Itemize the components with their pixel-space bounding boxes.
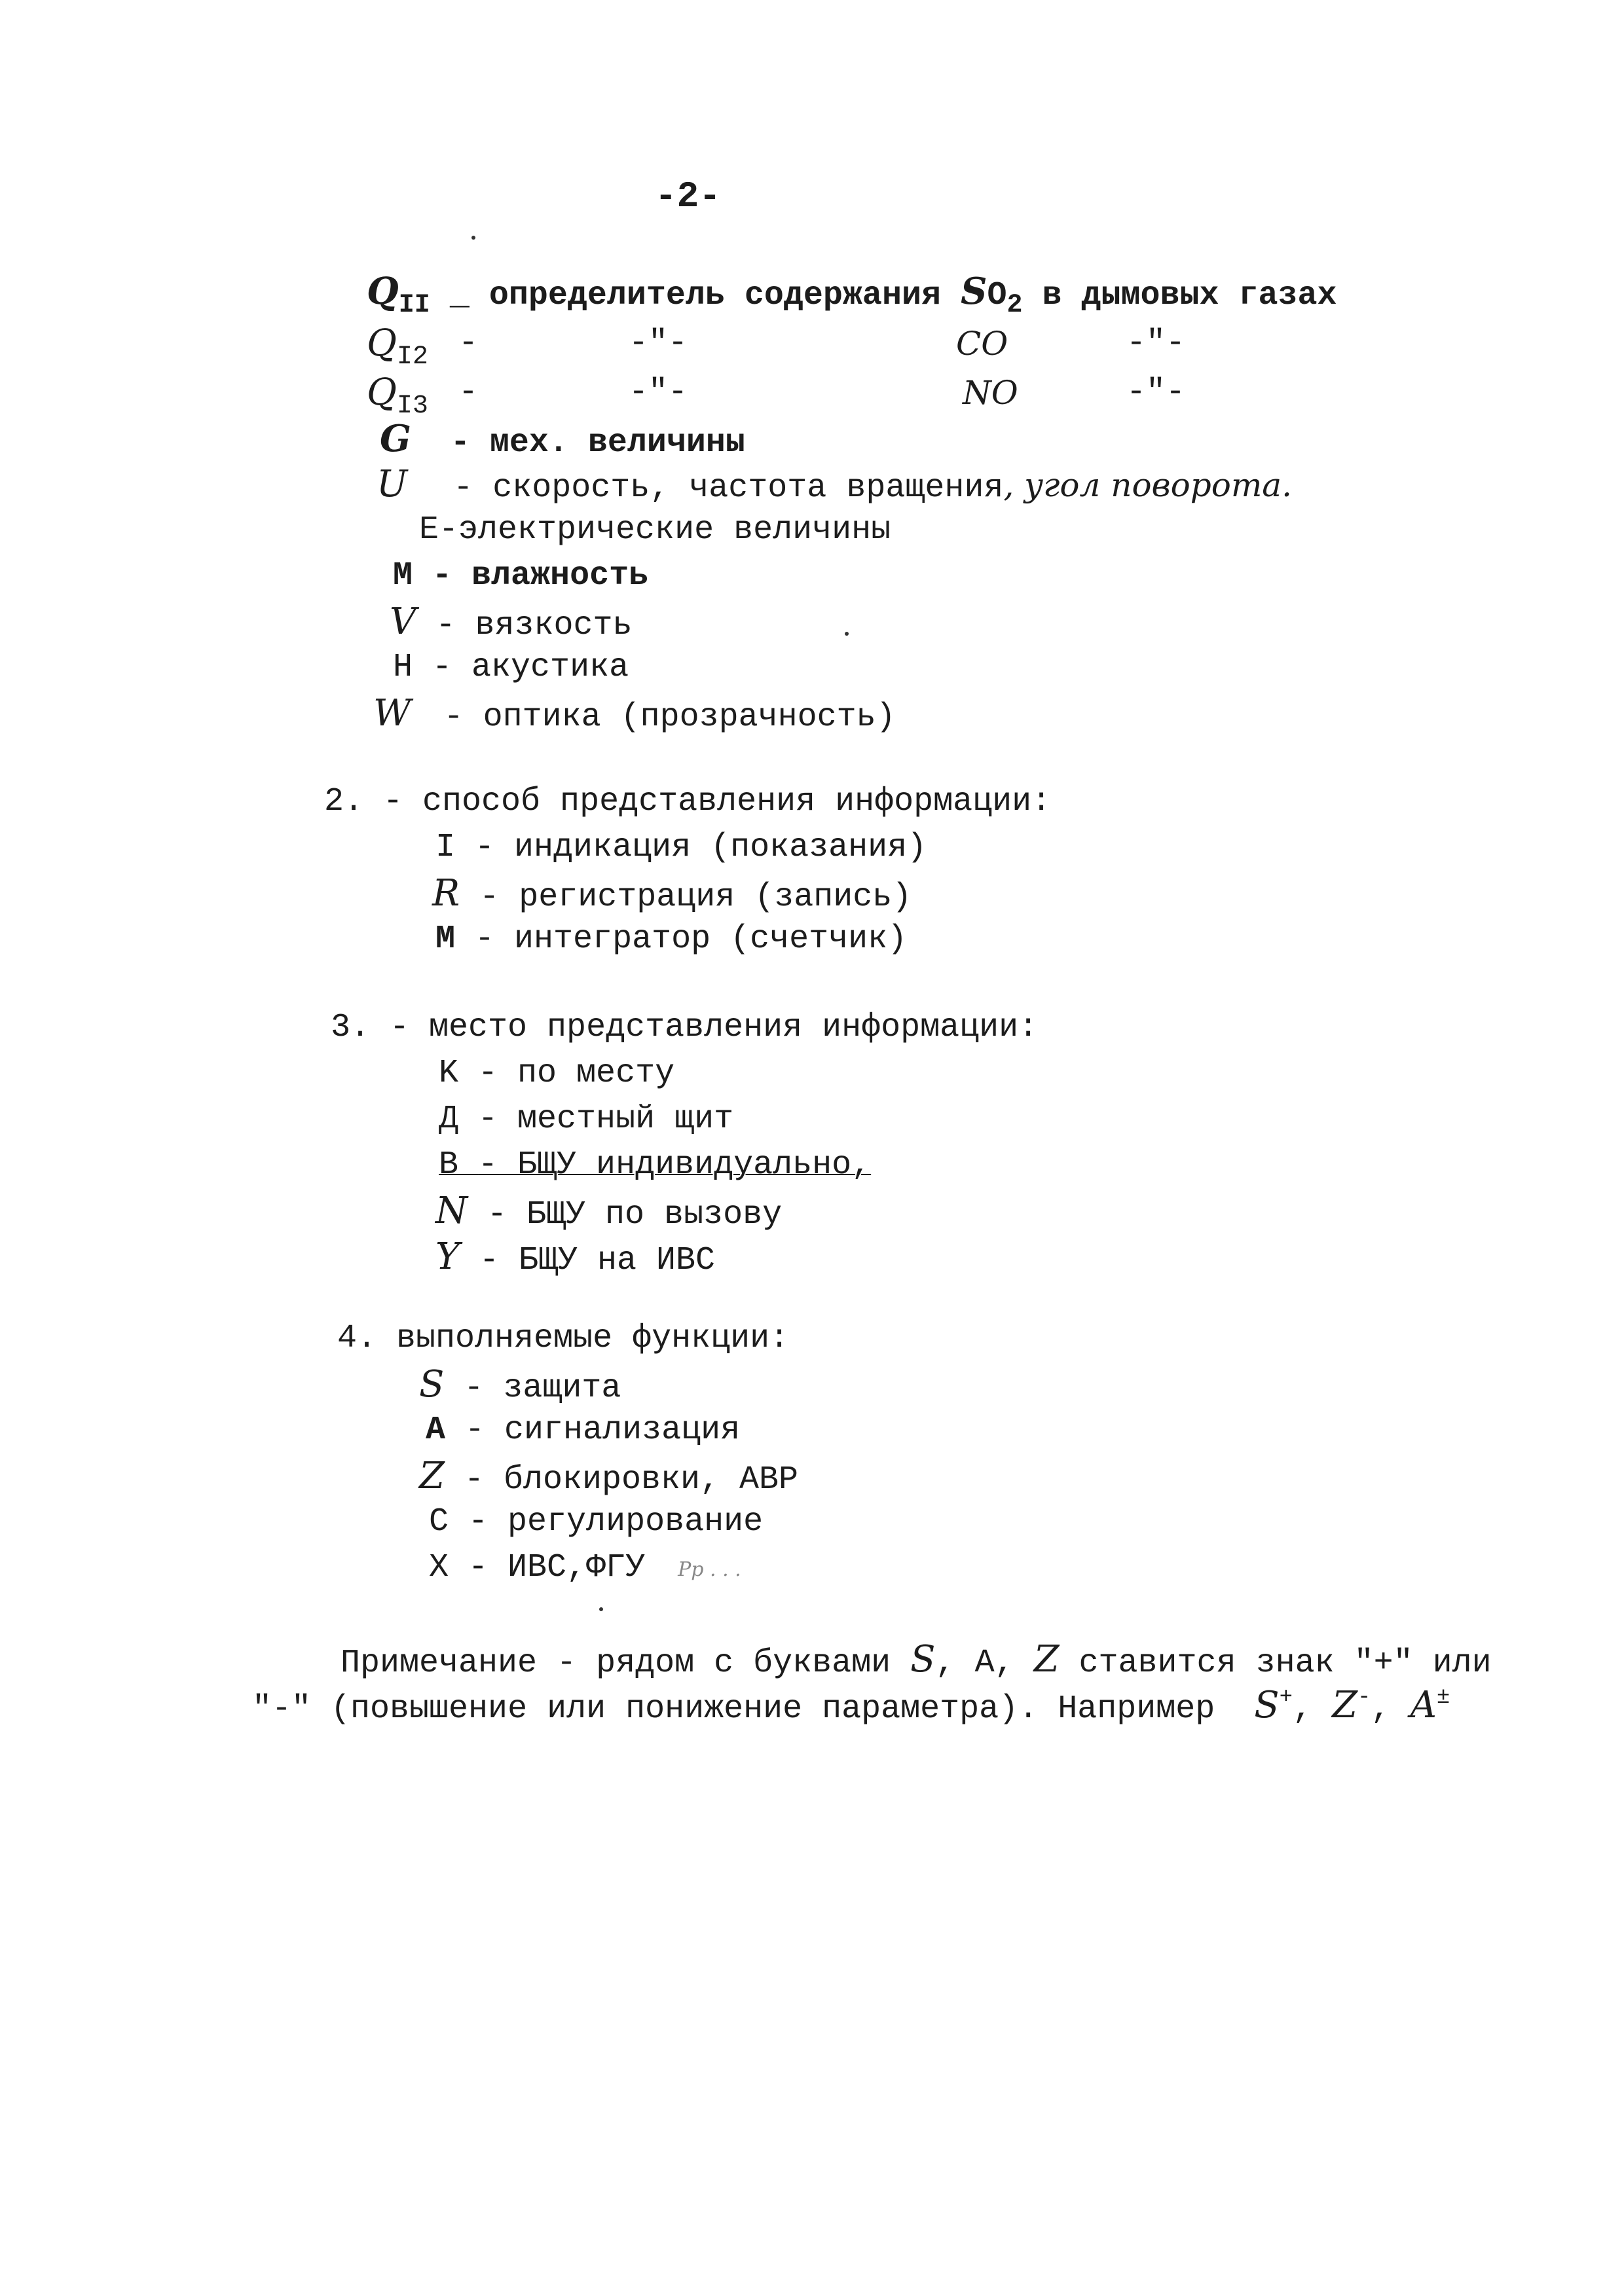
q13-dash: - (458, 374, 479, 411)
note-line2-pre: "-" (повышение или понижение параметра). Например (252, 1690, 1215, 1728)
q12-line (367, 322, 1270, 372)
m-line-humidity (393, 556, 648, 596)
section3-text: - местный щит (478, 1101, 734, 1138)
q12-symbol: Q (367, 322, 397, 365)
section2-text: - регистрация (запись) (479, 879, 912, 916)
note-line-1 (341, 1640, 1492, 1683)
u-text: - скорость, частота вращения (453, 469, 1004, 507)
q11-tail: в дымовых газах (1042, 277, 1337, 314)
q13-ditto: -"- (629, 374, 688, 411)
q11-subscript: II (398, 291, 430, 320)
section3-letter: K (439, 1055, 459, 1092)
h-letter: H (393, 649, 413, 686)
note-comma: , (935, 1645, 955, 1682)
section4-heading (337, 1319, 789, 1358)
note-example-sep2: , (1371, 1690, 1391, 1728)
section4-item-x (429, 1548, 741, 1590)
section3-item-b (419, 1146, 871, 1185)
section4-heading-text: 4. выполняемые функции: (337, 1320, 790, 1357)
g-letter: G (380, 417, 411, 460)
q12-subscript: I2 (396, 342, 428, 372)
section4-letter: A (426, 1412, 446, 1449)
note-letter-z: Z (1033, 1638, 1060, 1681)
section4-text: - регулирование (468, 1503, 764, 1540)
g-line (380, 419, 745, 463)
note-letter-a: А, (974, 1645, 1014, 1682)
q13-symbol: Q (367, 371, 397, 414)
q12-dash: - (458, 325, 479, 362)
u-letter: U (377, 463, 408, 505)
section3-letter: Y (435, 1235, 460, 1278)
w-line (373, 694, 896, 737)
section2-heading: 2. - способ представления информации: (324, 783, 1052, 820)
u-handwritten: , угол поворота. (1003, 466, 1292, 504)
section4-handwritten: Рр . . . (678, 1558, 741, 1581)
note-example-sep1: , (1293, 1690, 1313, 1728)
m-text: - влажность (432, 557, 649, 594)
q13-gas: NO (963, 374, 1018, 412)
section2-item-r (432, 874, 912, 917)
scan-speck (599, 1607, 603, 1611)
note-line-2 (252, 1686, 1450, 1732)
q11-line (367, 272, 1337, 318)
note-example-a-sign: ± (1436, 1685, 1450, 1710)
note-example-z: Z (1332, 1684, 1357, 1726)
section2-letter: I (435, 829, 456, 866)
note-example-s-sign: + (1279, 1685, 1293, 1710)
note-example-z-sign: - (1357, 1685, 1371, 1710)
q12-ditto2: -"- (1126, 325, 1186, 362)
q12-ditto: -"- (629, 325, 688, 362)
q11-text: определитель содержания (489, 277, 941, 314)
section4-text: - ИВС,ФГУ (468, 1549, 646, 1586)
section2-letter: M (435, 920, 456, 958)
note-pre: Примечание - рядом с буквами (341, 1645, 891, 1682)
w-letter: W (373, 692, 411, 735)
q13-ditto2: -"- (1126, 374, 1186, 411)
section4-letter: X (429, 1549, 449, 1586)
h-text: - акустика (432, 649, 629, 686)
section4-letter: S (419, 1363, 445, 1406)
page-number: -2- (655, 175, 721, 217)
section2-text: - индикация (показания) (475, 829, 927, 866)
section4-item-c (429, 1503, 763, 1542)
q11-gas-s: S (960, 270, 987, 313)
section3-letter: B (439, 1146, 459, 1184)
section4-letter: C (429, 1503, 449, 1540)
w-text: - оптика (прозрачность) (443, 699, 896, 736)
section4-item-a (426, 1411, 740, 1450)
section4-letter: Z (419, 1455, 445, 1497)
q11-gas-o: O (987, 277, 1007, 314)
q11-gas-sub: 2 (1006, 291, 1023, 320)
section3-text: - БЩУ индивидуально, (478, 1146, 872, 1184)
section3-item-y (435, 1237, 715, 1281)
section3-item-d (439, 1100, 733, 1139)
section4-text: - сигнализация (465, 1412, 741, 1449)
section4-text: - защита (464, 1370, 621, 1407)
scan-speck (471, 236, 475, 240)
section3-heading: 3. - место представления информации: (331, 1009, 1039, 1046)
v-letter: V (390, 600, 416, 643)
h-line (393, 648, 629, 687)
section4-item-s (419, 1365, 621, 1408)
section3-text: - БЩУ по вызову (487, 1196, 783, 1233)
note-example-a: A (1410, 1684, 1437, 1726)
section3-letter: N (435, 1190, 468, 1232)
v-text: - вязкость (435, 607, 633, 644)
note-example-s: S (1254, 1684, 1280, 1726)
scan-speck (845, 632, 849, 636)
section2-item-m (435, 920, 907, 959)
section3-item-k (439, 1054, 674, 1093)
q11-symbol: Q (367, 270, 399, 313)
m-letter: M (393, 557, 413, 594)
g-text: - мех. величины (450, 424, 745, 462)
note-post: ставится знак "+" или (1079, 1645, 1492, 1682)
section4-text: - блокировки, АВР (464, 1461, 799, 1499)
section2-letter: R (432, 872, 460, 915)
section3-letter: Д (439, 1101, 459, 1138)
section2-item-i (435, 828, 927, 867)
q11-dash: _ (449, 277, 470, 314)
q13-line (367, 371, 1270, 421)
section3-text: - БЩУ на ИВС (479, 1242, 716, 1279)
note-letter-s: S (910, 1638, 936, 1681)
q12-gas: CO (956, 325, 1008, 363)
v-line (390, 602, 633, 646)
q13-subscript: I3 (396, 392, 428, 421)
u-line (377, 465, 1292, 508)
section2-text: - интегратор (счетчик) (475, 920, 908, 958)
section3-item-n (435, 1192, 782, 1235)
section4-item-z (419, 1457, 798, 1500)
e-text: E-электрические величины (419, 511, 891, 549)
e-line (419, 511, 891, 550)
section3-text: - по месту (478, 1055, 675, 1092)
